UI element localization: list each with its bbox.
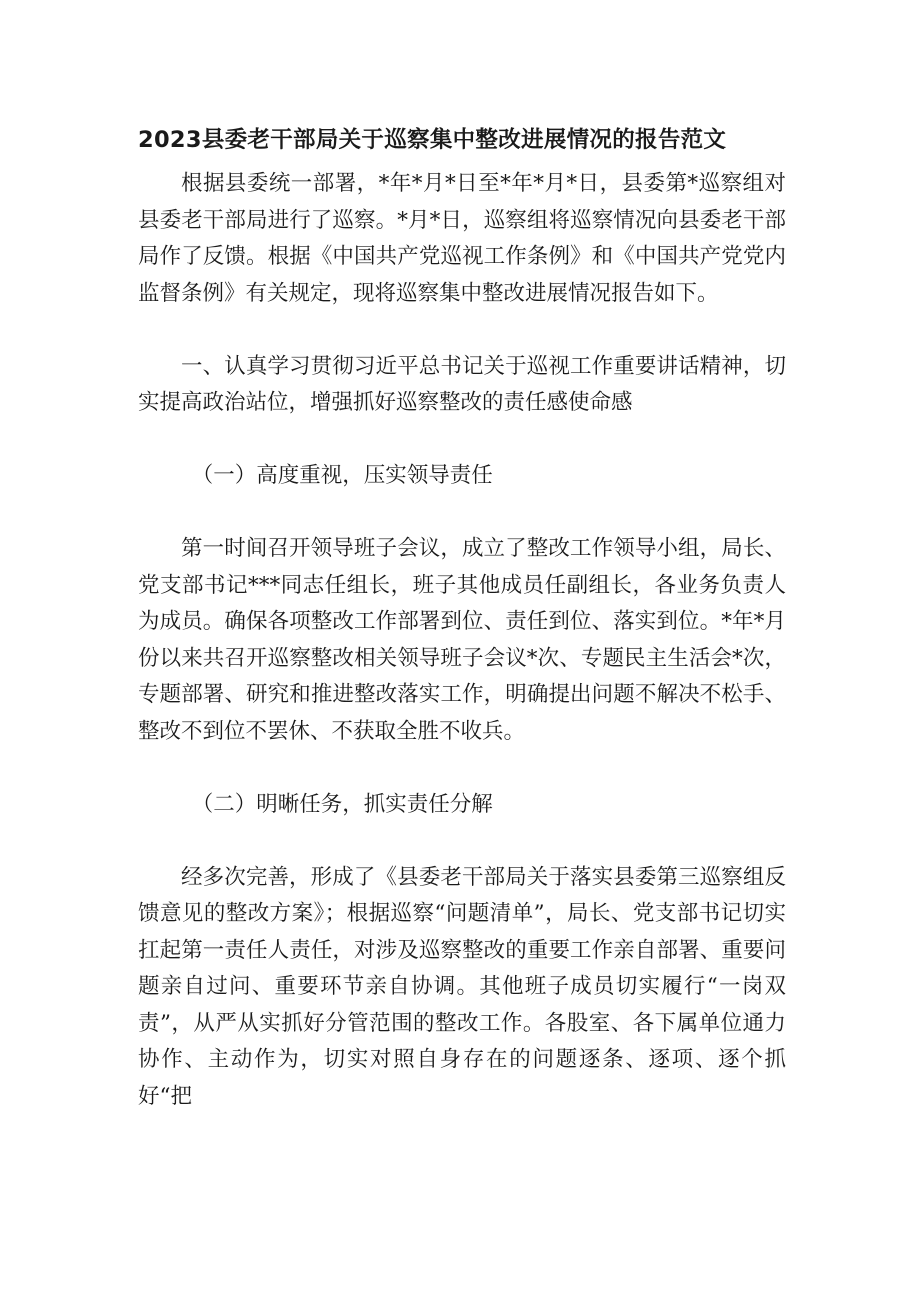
document-body — [138, 166, 786, 1152]
document-title: 2023县委老干部局关于巡察集中整改进展情况的报告范文 — [138, 127, 727, 153]
subsection-heading-1: （一）高度重视，压实领导责任 — [191, 463, 493, 488]
body-paragraph-1: 第一时间召开领导班子会议，成立了整改工作领导小组，局长、党支部书记***同志任组长，班子其他成员任副组长，各业务负责人为成员。确保各项整改工作部署到位、责任到位、落实到位。*年*月份以来共召开巡察整改相关领导班子会议*次、专题民主生活会*次，专题部署、研究和推进整改落实工作，明确提出问题不解决不松手、整改不到位不罢休、不获取全胜不收兵。 — [138, 536, 786, 744]
body-paragraph-2: 经多次完善，形成了《县委老干部局关于落实县委第三巡察组反馈意见的整改方案》；根据巡察“问题清单”，局长、党支部书记切实扛起第一责任人责任，对涉及巡察整改的重要工作亲自部署、重要问题亲自过问、重要环节亲自协调。其他班子成员切实履行“一岗双责”，从严从实抓好分管范围的整改工作。各股室、各下属单位通力协作、主动作为，切实对照自身存在的问题逐条、逐项、逐个抓好“把 — [138, 864, 786, 1109]
section-heading-1: 一、认真学习贯彻习近平总书记关于巡视工作重要讲话精神，切实提高政治站位，增强抓好巡察整改的责任感使命感 — [138, 353, 786, 415]
intro-paragraph: 根据县委统一部署，*年*月*日至*年*月*日，县委第*巡察组对县委老干部局进行了巡察。*月*日，巡察组将巡察情况向县委老干部局作了反馈。根据《中国共产党巡视工作条例》和《中国共产党党内监督条例》有关规定，现将巡察集中整改进展情况报告如下。 — [138, 171, 786, 306]
subsection-heading-2: （二）明晰任务，抓实责任分解 — [191, 791, 493, 817]
